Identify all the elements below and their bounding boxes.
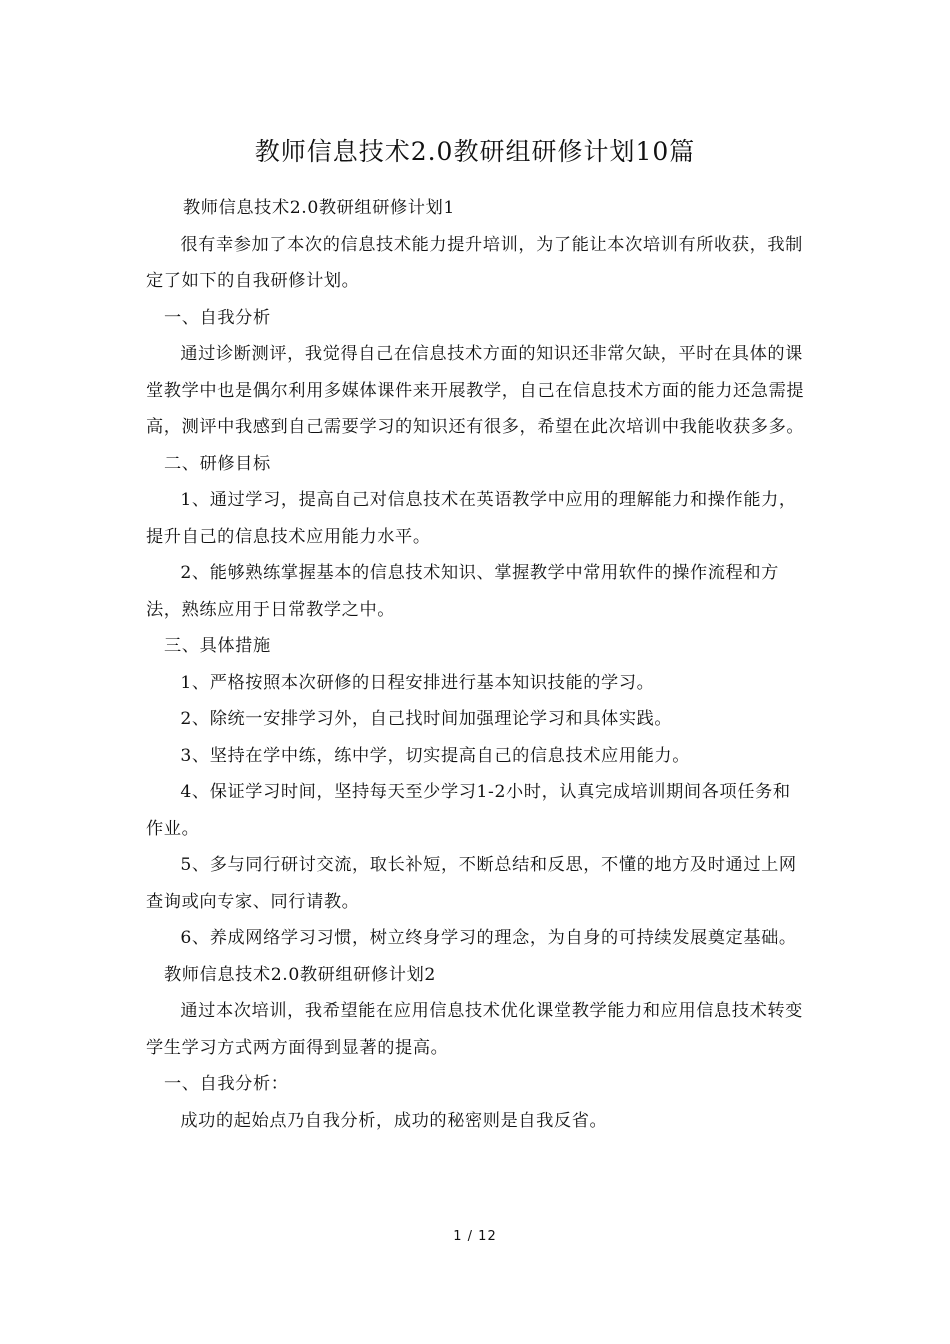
plan1-measure-item: 4、保证学习时间，坚持每天至少学习1-2小时，认真完成培训期间各项任务和作业。 (146, 782, 791, 839)
plan1-intro: 很有幸参加了本次的信息技术能力提升培训，为了能让本次培训有所收获，我制定了如下的自我研修计划。 (146, 234, 803, 291)
document-body (146, 190, 808, 1139)
plan1-section1-text: 通过诊断测评，我觉得自己在信息技术方面的知识还非常欠缺，平时在具体的课堂教学中也是偶尔利用多媒体课件来开展教学，自己在信息技术方面的能力还急需提高，测评中我感到自己需要学习的知识还有很多，希望在此次培训中我能收获多多。 (146, 344, 805, 437)
plan2-section1-text: 成功的起始点乃自我分析，成功的秘密则是自我反省。 (180, 1110, 608, 1131)
plan1-section3-heading: 三、具体措施 (164, 636, 271, 656)
plan2-section1-heading: 一、自我分析： (164, 1074, 289, 1094)
plan1-measure-item: 6、养成网络学习习惯，树立终身学习的理念，为自身的可持续发展奠定基础。 (180, 928, 797, 948)
plan1-goal-item: 1、通过学习，提高自己对信息技术在英语教学中应用的理解能力和操作能力，提升自己的信息技术应用能力水平。 (146, 490, 797, 547)
plan2-intro: 通过本次培训，我希望能在应用信息技术优化课堂教学能力和应用信息技术转变学生学习方式两方面得到显著的提高。 (146, 1001, 803, 1058)
plan1-measure-item: 1、严格按照本次研修的日程安排进行基本知识技能的学习。 (180, 672, 655, 693)
plan2-heading: 教师信息技术2.0教研组研修计划2 (164, 964, 436, 985)
plan1-measure-item: 2、除统一安排学习外，自己找时间加强理论学习和具体实践。 (180, 709, 673, 729)
plan1-measure-item: 3、坚持在学中练，练中学，切实提高自己的信息技术应用能力。 (180, 745, 690, 766)
plan1-heading: 教师信息技术2.0教研组研修计划1 (183, 198, 455, 218)
plan1-section1-heading: 一、自我分析 (164, 307, 271, 328)
document-title: 教师信息技术2.0教研组研修计划10篇 (254, 137, 696, 166)
plan1-goal-item: 2、能够熟练掌握基本的信息技术知识、掌握教学中常用软件的操作流程和方法，熟练应用于日常教学之中。 (146, 563, 779, 620)
plan1-section2-heading: 二、研修目标 (164, 453, 271, 474)
plan1-measure-item: 5、多与同行研讨交流，取长补短，不断总结和反思，不懂的地方及时通过上网查询或向专家、同行请教。 (146, 855, 797, 912)
page-number: 1 / 12 (453, 1229, 497, 1244)
